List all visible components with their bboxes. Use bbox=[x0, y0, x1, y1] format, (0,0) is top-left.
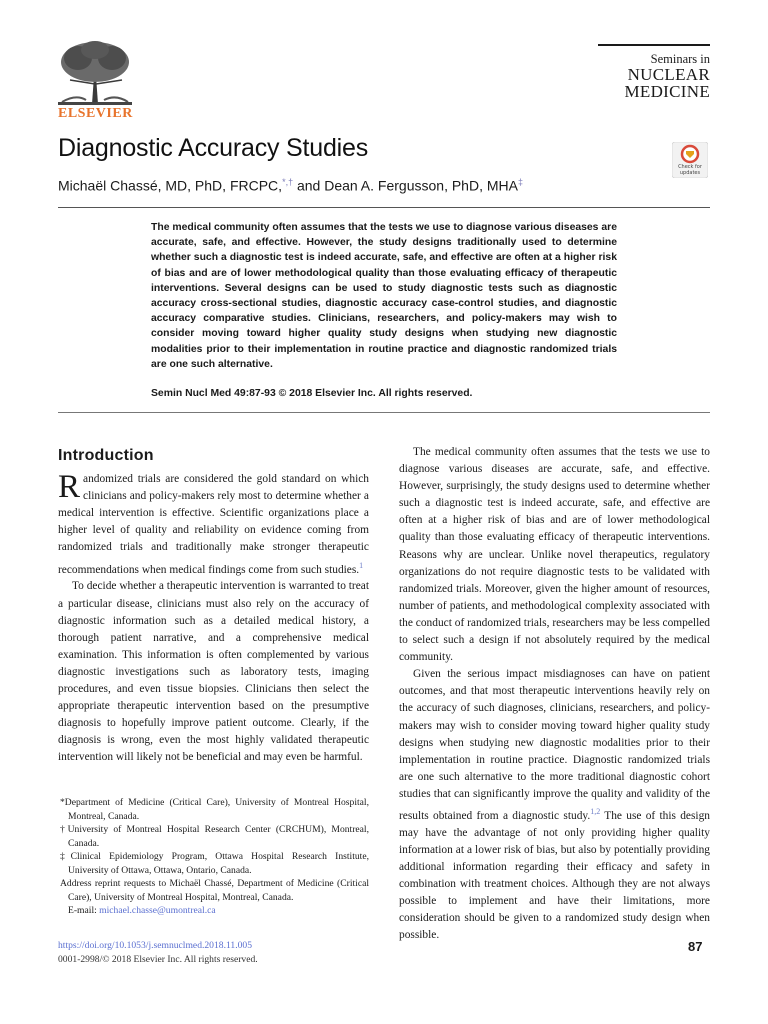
author-conjunction: and bbox=[293, 177, 325, 194]
crossmark-label-1: Check for bbox=[678, 164, 702, 170]
paragraph: The medical community often assumes that the tests we use to diagnose various diseases are accurate, safe, and effective. However, surprisingly, the study designs used to determine whether such a diagnostic test is indeed accurate, safe, and effective are often at a higher risk of bias and are of lower methodological quality than those evaluating efficacy of therapeutic interventions. Reasons why are unclear. Unlike novel therapeutics, regulatory organizations do not require diagnostic tests to be validated with randomized trials. Moreover, given the higher amount of resources, number of patients, and methodological complexity associated with the conduct of randomized trials, researchers may be less compelled to select such a design if not absolutely required by the medical community. bbox=[399, 446, 710, 664]
issn-copyright: 0001-2998/© 2018 Elsevier Inc. All rights reserved. bbox=[58, 954, 258, 965]
footnote: *Department of Medicine (Critical Care), University of Montreal Hospital, Montreal, Canada. bbox=[60, 797, 369, 822]
paragraph bbox=[399, 666, 710, 944]
paragraph bbox=[58, 471, 369, 578]
divider bbox=[58, 207, 710, 208]
citation: Semin Nucl Med 49:87-93 © 2018 Elsevier Inc. All rights reserved. bbox=[151, 388, 473, 399]
footnote: †University of Montreal Hospital Research Center (CRCHUM), Montreal, Canada. bbox=[60, 824, 369, 849]
journal-line-3: MEDICINE bbox=[624, 82, 710, 101]
author-2: Dean A. Fergusson, PhD, MHA bbox=[324, 177, 518, 194]
paragraph-text: The use of this design may have the advantage of not only providing higher quality information at a lower risk of bias, but also by potentially providing additional information regarding their efficacy and safety in combination with treatment choices. Although they are not always possible to implement and have their limitations, more consideration should be given to a randomized study design when possible. bbox=[399, 809, 710, 942]
reference-link[interactable]: 1,2 bbox=[590, 806, 601, 816]
body-column-right bbox=[399, 444, 710, 945]
crossmark-icon bbox=[672, 142, 708, 178]
journal-line-2: NUCLEAR bbox=[627, 65, 710, 84]
footnote: ‡Clinical Epidemiology Program, Ottawa Hospital Research Institute, University of Ottawa, Ottawa, Ontario, Canada. bbox=[60, 851, 369, 876]
paragraph-text: andomized trials are considered the gold standard on which clinicians and policy-makers rely most to determine whether a medical intervention is effective. Scientific organizations place a higher level of quality and reliability on evidence coming from randomized trials and traditionally make stronger therapeutic recommendations when medical findings come from such studies. bbox=[58, 473, 369, 576]
email-link[interactable]: michael.chasse@umontreal.ca bbox=[99, 905, 216, 916]
author-line bbox=[58, 177, 523, 194]
footnotes bbox=[58, 796, 369, 918]
body-column-left bbox=[58, 444, 369, 766]
crossmark-badge[interactable] bbox=[672, 142, 708, 178]
drop-cap: R bbox=[58, 469, 81, 506]
article-title: Diagnostic Accuracy Studies bbox=[58, 134, 369, 162]
paragraph-text: Given the serious impact misdiagnoses can have on patient outcomes, and that most therapeutic interventions heavily rely on the accuracy of such diagnoses, clinicians, researchers, and policy-makers may wish to consider moving toward higher quality study designs when studying new diagnostic modalities prior to their implementation in routine practice. Diagnostic randomized trials are one such alternative to the more traditional diagnostic cohort studies that can significantly improve the quality and validity of the results obtained from a diagnostic study. bbox=[399, 668, 710, 822]
crossmark-label-2: updates bbox=[679, 170, 701, 176]
abstract: The medical community often assumes that the tests we use to diagnose various diseases are accurate, safe, and effective. However, the study designs traditionally used to determine whether such a diagnostic test is indeed accurate, safe, and effective are often at a higher risk of bias and are of lower methodological quality than those evaluating efficacy of therapeutic interventions. Several designs can be used to study diagnostic tests such as diagnostic accuracy cross-sectional studies, diagnostic accuracy case-control studies, and diagnostic accuracy comparative studies. Clinicians, researchers, and policy-makers may wish to consider moving toward higher quality study designs when studying new diagnostic modalities prior to their implementation in routine practice and diagnostic randomized trials are one such alternative. bbox=[151, 222, 617, 370]
footnote bbox=[58, 877, 369, 918]
page-number: 87 bbox=[688, 939, 703, 954]
journal-masthead bbox=[598, 44, 710, 100]
divider bbox=[58, 412, 710, 413]
section-heading-introduction: Introduction bbox=[58, 447, 154, 464]
paragraph: To decide whether a therapeutic intervention is warranted to treat a particular disease, clinicians must also rely on the accuracy of diagnostic information such as a detailed medical history, a thorough patient narrative, and a comprehensive medical examination. This information is often complemented by various diagnostic investigations such as laboratory tests, imaging procedures, and even tissue biopsies. Clinicians then select the appropriate therapeutic intervention based on the presumptive diagnosis to hopefully improve patient outcome. Clearly, if the diagnosis is wrong, even the most highly validated therapeutic intervention will likely not be beneficial and may even be harmful. bbox=[58, 580, 369, 764]
tree-icon bbox=[56, 40, 134, 106]
doi-link[interactable]: https://doi.org/10.1053/j.semnuclmed.2018.11.005 bbox=[58, 940, 253, 951]
journal-line-1: Seminars in bbox=[650, 52, 710, 66]
publisher-name: ELSEVIER bbox=[58, 106, 133, 121]
author-1-affiliation-marks[interactable]: *,† bbox=[282, 177, 294, 187]
author-2-affiliation-marks[interactable]: ‡ bbox=[517, 177, 523, 187]
footnote-text: Address reprint requests to Michaël Chassé, Department of Medicine (Critical Care), University of Montreal Hospital, Montreal, Canada. bbox=[60, 878, 369, 903]
email-label: E-mail: bbox=[68, 905, 100, 916]
reference-link[interactable]: 1 bbox=[359, 560, 364, 570]
author-1: Michaël Chassé, MD, PhD, FRCPC, bbox=[58, 177, 283, 194]
